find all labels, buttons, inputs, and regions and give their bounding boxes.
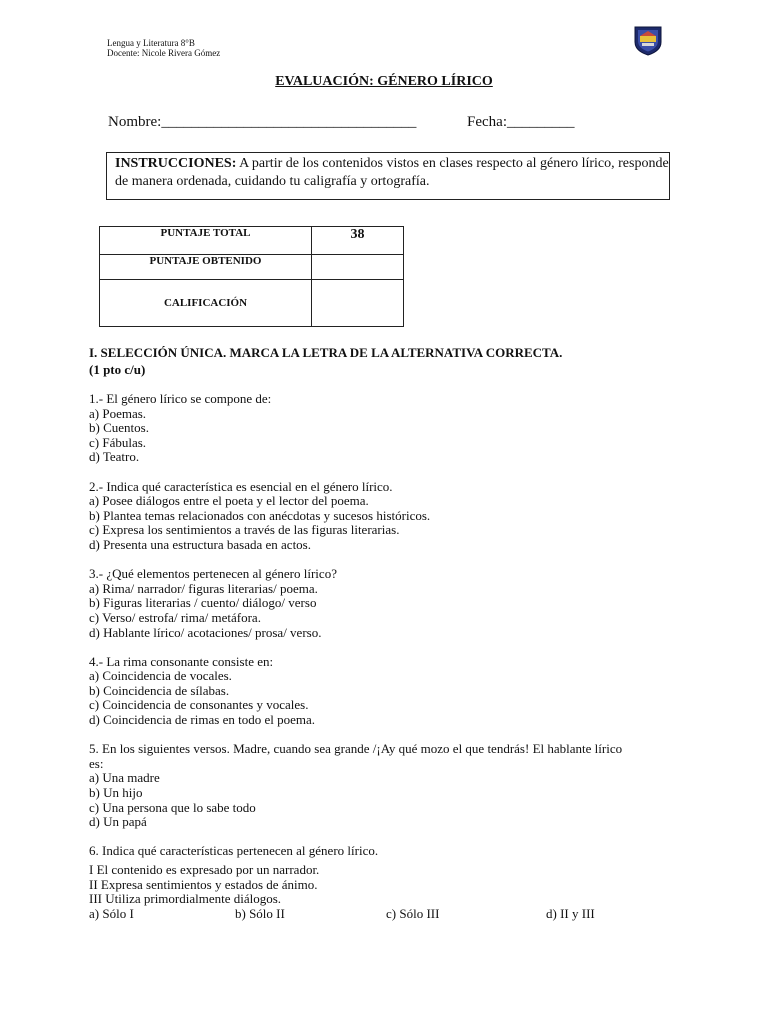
obtained-score-label: PUNTAJE OBTENIDO	[100, 255, 312, 280]
option: a) Sólo I	[89, 905, 134, 921]
option: d) Hablante lírico/ acotaciones/ prosa/ verso.	[89, 624, 322, 640]
section-heading	[89, 344, 562, 378]
option: a) Rima/ narrador/ figuras literarias/ poema.	[89, 580, 318, 596]
question-5	[89, 742, 689, 830]
statement: II Expresa sentimientos y estados de ánimo.	[89, 876, 318, 892]
option: b) Figuras literarias / cuento/ diálogo/ verso	[89, 595, 317, 611]
option: d) Teatro.	[89, 449, 140, 465]
table-row	[100, 227, 404, 255]
option: c) Sólo III	[386, 905, 440, 921]
name-field: Nombre:__________________________________	[108, 114, 417, 130]
grade-value	[312, 280, 404, 327]
score-table	[99, 226, 404, 327]
question-prompt: 3.- ¿Qué elementos pertenecen al género lírico?	[89, 566, 337, 582]
option: b) Plantea temas relacionados con anécdotas y sucesos históricos.	[89, 507, 431, 523]
question-prompt: 2.- Indica qué característica es esencial en el género lírico.	[89, 478, 393, 494]
option: c) Una persona que lo sabe todo	[89, 799, 256, 815]
question-4	[89, 655, 689, 728]
instructions-text: A partir de los contenidos vistos en clases respecto al género lírico, responde de manera ordenada, cuidando tu caligrafía y ortografía.	[115, 156, 669, 189]
option: d) II y III	[546, 905, 595, 921]
option: b) Sólo II	[235, 905, 285, 921]
date-field: Fecha:_________	[467, 114, 575, 130]
section-points: (1 pto c/u)	[89, 362, 146, 377]
questions-list	[89, 392, 689, 922]
question-prompt: 5. En los siguientes versos. Madre, cuando sea grande /¡Ay qué mozo el que tendrás! El hablante lírico es:	[89, 741, 623, 771]
option: a) Coincidencia de vocales.	[89, 668, 232, 684]
option: d) Presenta una estructura basada en actos.	[89, 536, 311, 552]
statement: III Utiliza primordialmente diálogos.	[89, 891, 282, 907]
statement: I El contenido es expresado por un narrador.	[89, 862, 320, 877]
question-1	[89, 392, 689, 465]
option: b) Coincidencia de sílabas.	[89, 682, 230, 698]
instructions-box	[106, 152, 670, 200]
option: b) Cuentos.	[89, 420, 149, 436]
question-prompt: 6. Indica qué características pertenecen al género lírico.	[89, 843, 379, 859]
q6-options	[89, 907, 689, 922]
question-6	[89, 844, 689, 921]
option: c) Expresa los sentimientos a través de las figuras literarias.	[89, 522, 400, 538]
option: a) Poemas.	[89, 405, 147, 421]
question-prompt: 1.- El género lírico se compone de:	[89, 391, 272, 406]
question-prompt: 4.- La rima consonante consiste en:	[89, 653, 274, 669]
table-row	[100, 255, 404, 280]
header-teacher: Docente: Nicole Rivera Gómez	[107, 48, 221, 58]
option: c) Verso/ estrofa/ rima/ metáfora.	[89, 609, 261, 625]
grade-label: CALIFICACIÓN	[100, 280, 312, 327]
total-score-label: PUNTAJE TOTAL	[100, 227, 312, 255]
total-score-value: 38	[312, 227, 404, 255]
question-2	[89, 480, 689, 553]
header-subject: Lengua y Literatura 8°B	[107, 38, 195, 48]
obtained-score-value	[312, 255, 404, 280]
option: a) Posee diálogos entre el poeta y el lector del poema.	[89, 493, 369, 509]
school-crest-icon	[632, 24, 664, 56]
option: c) Fábulas.	[89, 434, 147, 450]
option: d) Coincidencia de rimas en todo el poema.	[89, 712, 315, 728]
section-title: I. SELECCIÓN ÚNICA. MARCA LA LETRA DE LA ALTERNATIVA CORRECTA.	[89, 345, 563, 360]
option: b) Un hijo	[89, 785, 143, 801]
page-title: EVALUACIÓN: GÉNERO LÍRICO	[275, 74, 493, 89]
option: a) Una madre	[89, 770, 160, 786]
question-3	[89, 567, 689, 640]
table-row	[100, 280, 404, 327]
option: c) Coincidencia de consonantes y vocales.	[89, 697, 309, 713]
option: d) Un papá	[89, 814, 147, 830]
instructions-label: INSTRUCCIONES:	[115, 156, 237, 171]
